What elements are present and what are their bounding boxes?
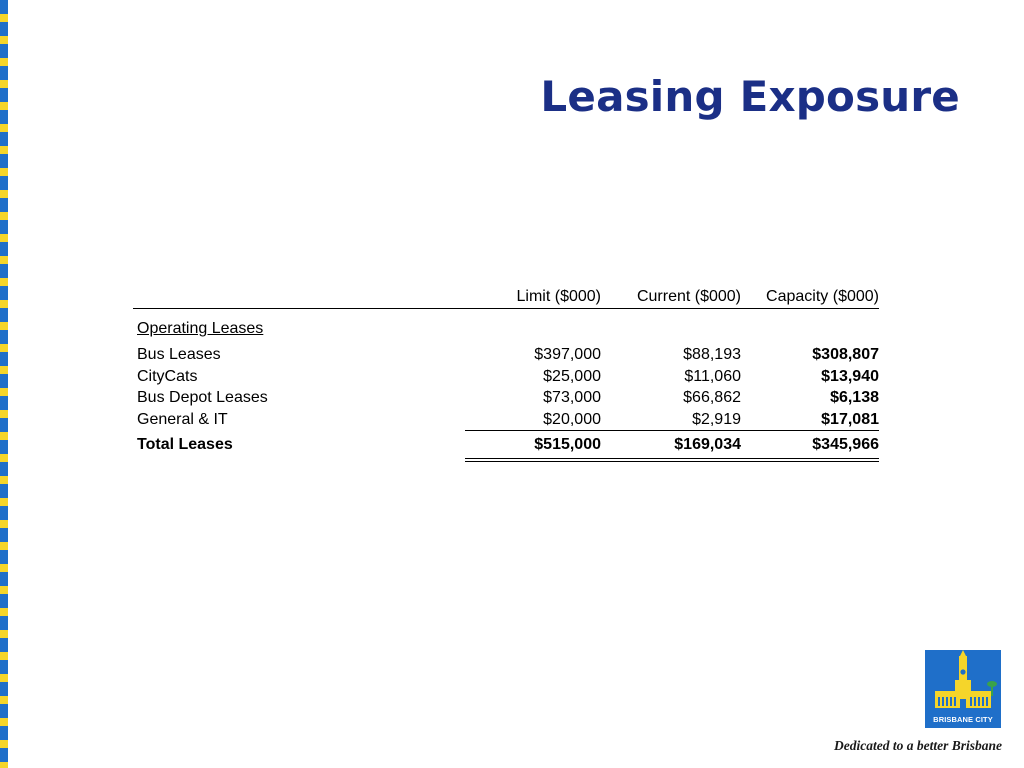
row-label: General & IT <box>137 410 228 428</box>
total-capacity: $345,966 <box>812 436 879 453</box>
section-label-operating-leases: Operating Leases <box>137 320 264 337</box>
header-limit: Limit ($000) <box>516 288 601 305</box>
row-current: $66,862 <box>683 389 741 406</box>
decorative-side-stripe <box>0 0 8 768</box>
row-current: $88,193 <box>683 346 741 363</box>
table-total-row <box>133 430 879 458</box>
row-current: $2,919 <box>692 410 741 428</box>
row-label: Bus Leases <box>137 346 221 363</box>
row-limit: $73,000 <box>543 389 601 406</box>
row-label: CityCats <box>137 367 198 385</box>
row-capacity: $17,081 <box>821 410 879 428</box>
total-divider <box>465 430 879 431</box>
row-capacity: $6,138 <box>830 389 879 406</box>
table-row <box>133 409 879 431</box>
row-limit: $25,000 <box>543 367 601 385</box>
page-title: Leasing Exposure <box>540 72 960 121</box>
table-header-row <box>133 286 879 309</box>
total-label: Total Leases <box>137 436 233 453</box>
header-current: Current ($000) <box>636 288 741 305</box>
tagline: Dedicated to a better Brisbane <box>834 738 1002 753</box>
row-limit: $20,000 <box>543 410 601 428</box>
total-double-underline <box>465 458 879 462</box>
row-capacity: $13,940 <box>821 367 879 385</box>
row-limit: $397,000 <box>534 346 601 363</box>
table-body <box>133 344 879 458</box>
city-hall-icon <box>925 650 1001 714</box>
brisbane-city-logo <box>925 650 1001 728</box>
total-limit: $515,000 <box>534 436 601 453</box>
header-capacity: Capacity ($000) <box>766 288 879 305</box>
row-label: Bus Depot Leases <box>137 389 268 406</box>
table-row <box>133 387 879 409</box>
total-current: $169,034 <box>674 436 741 453</box>
row-current: $11,060 <box>684 367 741 385</box>
row-capacity: $308,807 <box>812 346 879 363</box>
table-row <box>133 344 879 366</box>
leasing-table <box>133 286 879 453</box>
table-row <box>133 366 879 388</box>
logo-caption: BRISBANE CITY <box>933 715 993 724</box>
